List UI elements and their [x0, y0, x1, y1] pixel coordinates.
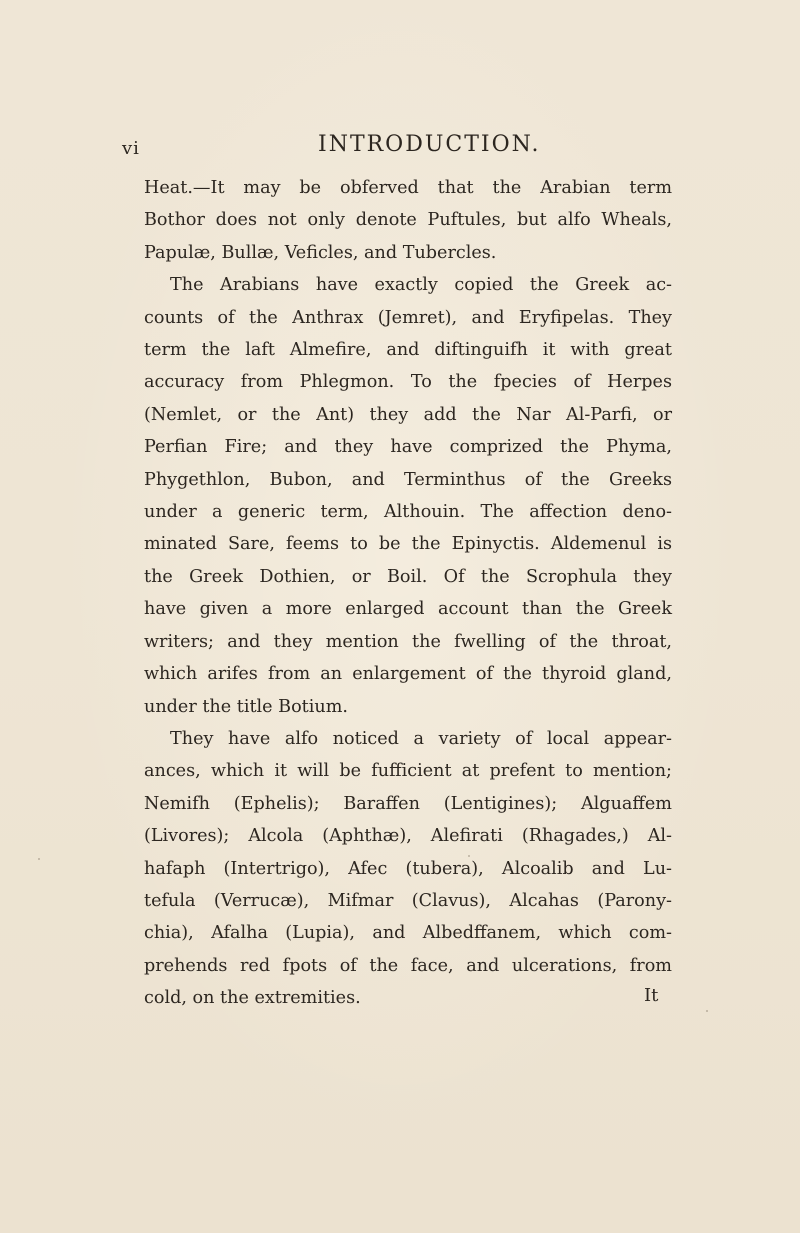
text-line: They have alfo noticed a variety of local appear-	[170, 728, 672, 749]
text-line: have given a more enlarged account than the Greek	[144, 599, 672, 620]
text-line: Papulæ, Bullæ, Veficles, and Tubercles.	[144, 242, 497, 263]
paragraph-1	[144, 172, 672, 269]
page-number: vi	[122, 138, 140, 159]
paragraph-3	[144, 723, 672, 1015]
catchword: It	[644, 985, 659, 1006]
text-line: (Livores); Alcola (Aphthæ), Alefirati (Rhagades,) Al-	[144, 826, 672, 847]
text-line: minated Sare, feems to be the Epinyctis. Aldemenul is	[144, 534, 672, 555]
text-line: term the laft Almefire, and diftinguifh it with great	[144, 340, 672, 361]
paragraph-2	[144, 269, 672, 723]
paper-speck	[468, 855, 470, 857]
running-title: INTRODUCTION.	[318, 132, 541, 157]
paper-speck	[38, 858, 40, 860]
text-line: cold, on the extremities.	[144, 988, 361, 1009]
text-line: Nemifh (Ephelis); Baraffen (Lentigines); Alguaffem	[144, 793, 672, 814]
text-line: ances, which it will be fufficient at prefent to mention;	[144, 761, 672, 782]
body-text	[144, 172, 672, 1015]
running-head	[122, 132, 684, 164]
text-line: which arifes from an enlargement of the thyroid gland,	[144, 664, 672, 685]
text-line: under the title Botium.	[144, 696, 348, 717]
text-line: chia), Afalha (Lupia), and Albedffanem, which com-	[144, 923, 672, 944]
text-line: Bothor does not only denote Puftules, but alfo Wheals,	[144, 210, 672, 231]
text-line: Phygethlon, Bubon, and Terminthus of the Greeks	[144, 469, 672, 490]
paper-speck	[706, 1010, 708, 1012]
text-line: tefula (Verrucæ), Mifmar (Clavus), Alcahas (Parony-	[144, 890, 672, 911]
text-line: (Nemlet, or the Ant) they add the Nar Al-Parfi, or	[144, 404, 672, 425]
text-line: the Greek Dothien, or Boil. Of the Scrophula they	[144, 566, 672, 587]
text-line: counts of the Anthrax (Jemret), and Eryfipelas. They	[144, 307, 672, 328]
text-line: hafaph (Intertrigo), Afec (tubera), Alcoalib and Lu-	[144, 858, 672, 879]
text-line: prehends red fpots of the face, and ulcerations, from	[144, 955, 672, 976]
text-line: The Arabians have exactly copied the Greek ac-	[170, 275, 672, 296]
text-line: Heat.—It may be obferved that the Arabian term	[144, 178, 672, 198]
text-line: under a generic term, Althouin. The affection deno-	[144, 502, 672, 523]
text-line: accuracy from Phlegmon. To the fpecies of Herpes	[144, 372, 672, 393]
text-line: writers; and they mention the fwelling of the throat,	[144, 631, 672, 652]
text-line: Perfian Fire; and they have comprized the Phyma,	[144, 437, 672, 458]
